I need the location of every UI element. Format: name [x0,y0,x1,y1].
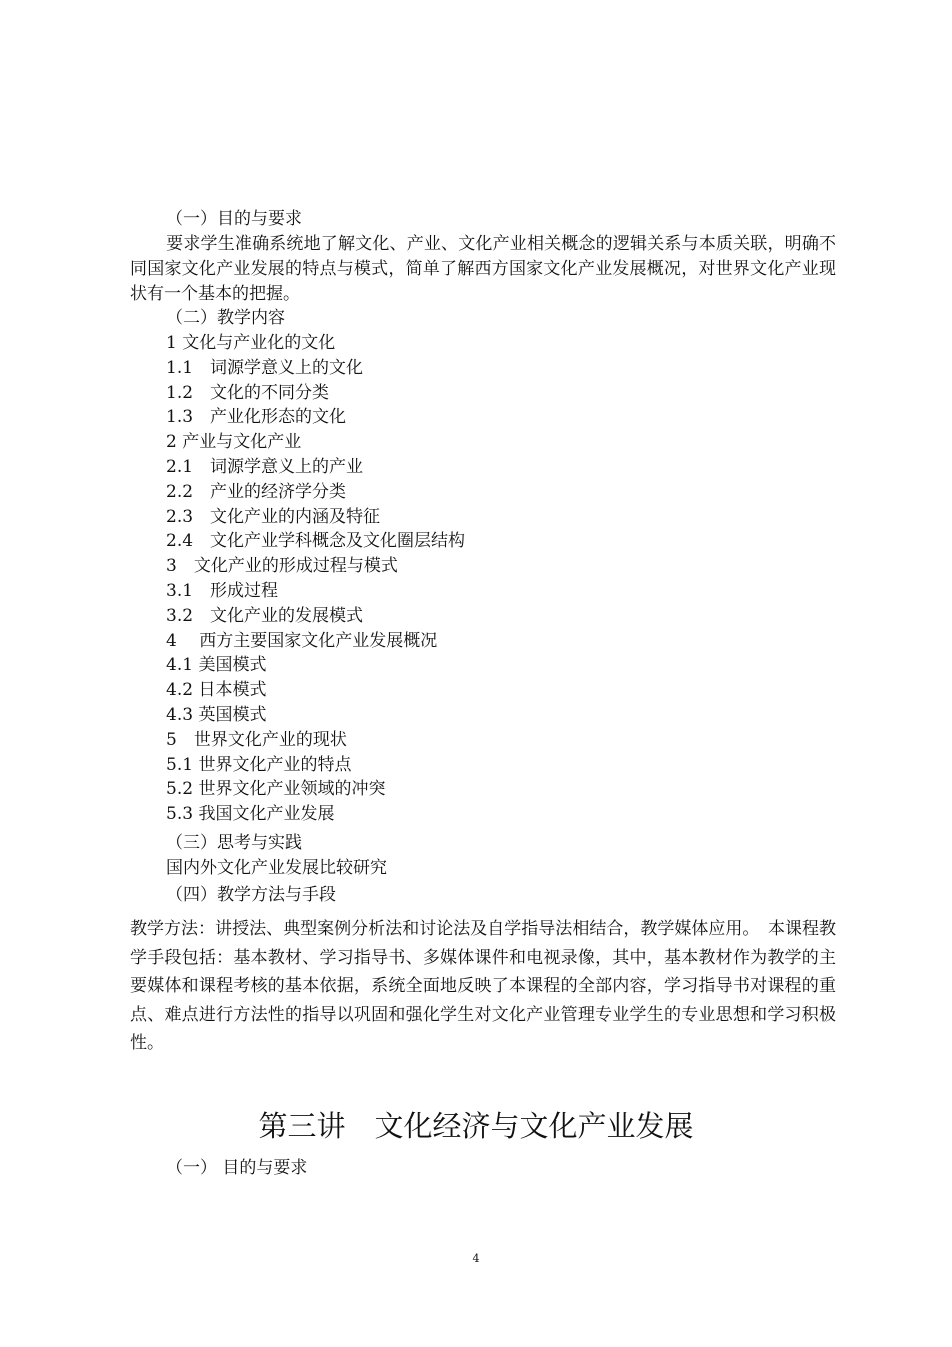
outline-item: 4.3 英国模式 [166,704,267,725]
methods-paragraph [130,915,836,1058]
outline-item: 2.3 文化产业的内涵及特征 [166,506,381,527]
outline-item: 2.4 文化产业学科概念及文化圈层结构 [166,531,466,552]
section-heading-objectives: （一）目的与要求 [166,209,302,229]
outline-item: 2.1 词源学意义上的产业 [166,456,364,477]
outline-item: 5.1 世界文化产业的特点 [166,754,352,775]
outline-item: 1 文化与产业化的文化 [166,333,336,353]
section-heading-practice: （三）思考与实践 [166,833,302,853]
outline-item: 1.2 文化的不同分类 [166,382,330,403]
objectives-paragraph [130,232,836,306]
outline-item: 1.1 词源学意义上的文化 [166,357,364,378]
outline-item: 4.2 日本模式 [166,680,267,701]
outline-item: 3 文化产业的形成过程与模式 [166,556,398,577]
outline-item: 3.2 文化产业的发展模式 [166,605,364,626]
outline-item: 2 产业与文化产业 [166,432,302,453]
outline-item: 5 世界文化产业的现状 [166,729,347,750]
section-heading-content: （二）教学内容 [166,308,285,328]
practice-text: 国内外文化产业发展比较研究 [166,858,387,878]
lecture3-heading-objectives: （一） 目的与要求 [166,1158,308,1178]
section-heading-methods: （四）教学方法与手段 [166,885,336,905]
content-outline [166,331,465,827]
outline-item: 4 西方主要国家文化产业发展概况 [166,630,438,651]
outline-item: 2.2 产业的经济学分类 [166,481,347,502]
lecture-title: 第三讲 文化经济与文化产业发展 [258,1109,694,1143]
outline-item: 5.2 世界文化产业领域的冲突 [166,779,386,800]
methods-text: 教学方法：讲授法、典型案例分析法和讨论法及自学指导法相结合，教学媒体应用。 本课程教学手段包括：基本教材、学习指导书、多媒体课件和电视录像，其中，基本教材作为教学的主要媒体和课程考核的基本依据，系统全面地反映了本课程的全部内容，学习指导书对课程的重点、难点进行方法性的指导以巩固和强化学生对文化产业管理专业学生的专业思想和学习积极性。 [130,919,836,1054]
outline-item: 3.1 形成过程 [166,580,279,601]
page-number: 4 [472,1252,480,1265]
outline-item: 4.1 美国模式 [166,655,267,676]
outline-item: 1.3 产业化形态的文化 [166,407,347,428]
outline-item: 5.3 我国文化产业发展 [166,804,335,825]
objectives-text: 要求学生准确系统地了解文化、产业、文化产业相关概念的逻辑关系与本质关联，明确不同国家文化产业发展的特点与模式，简单了解西方国家文化产业发展概况，对世界文化产业现状有一个基本的把握。 [130,234,836,304]
